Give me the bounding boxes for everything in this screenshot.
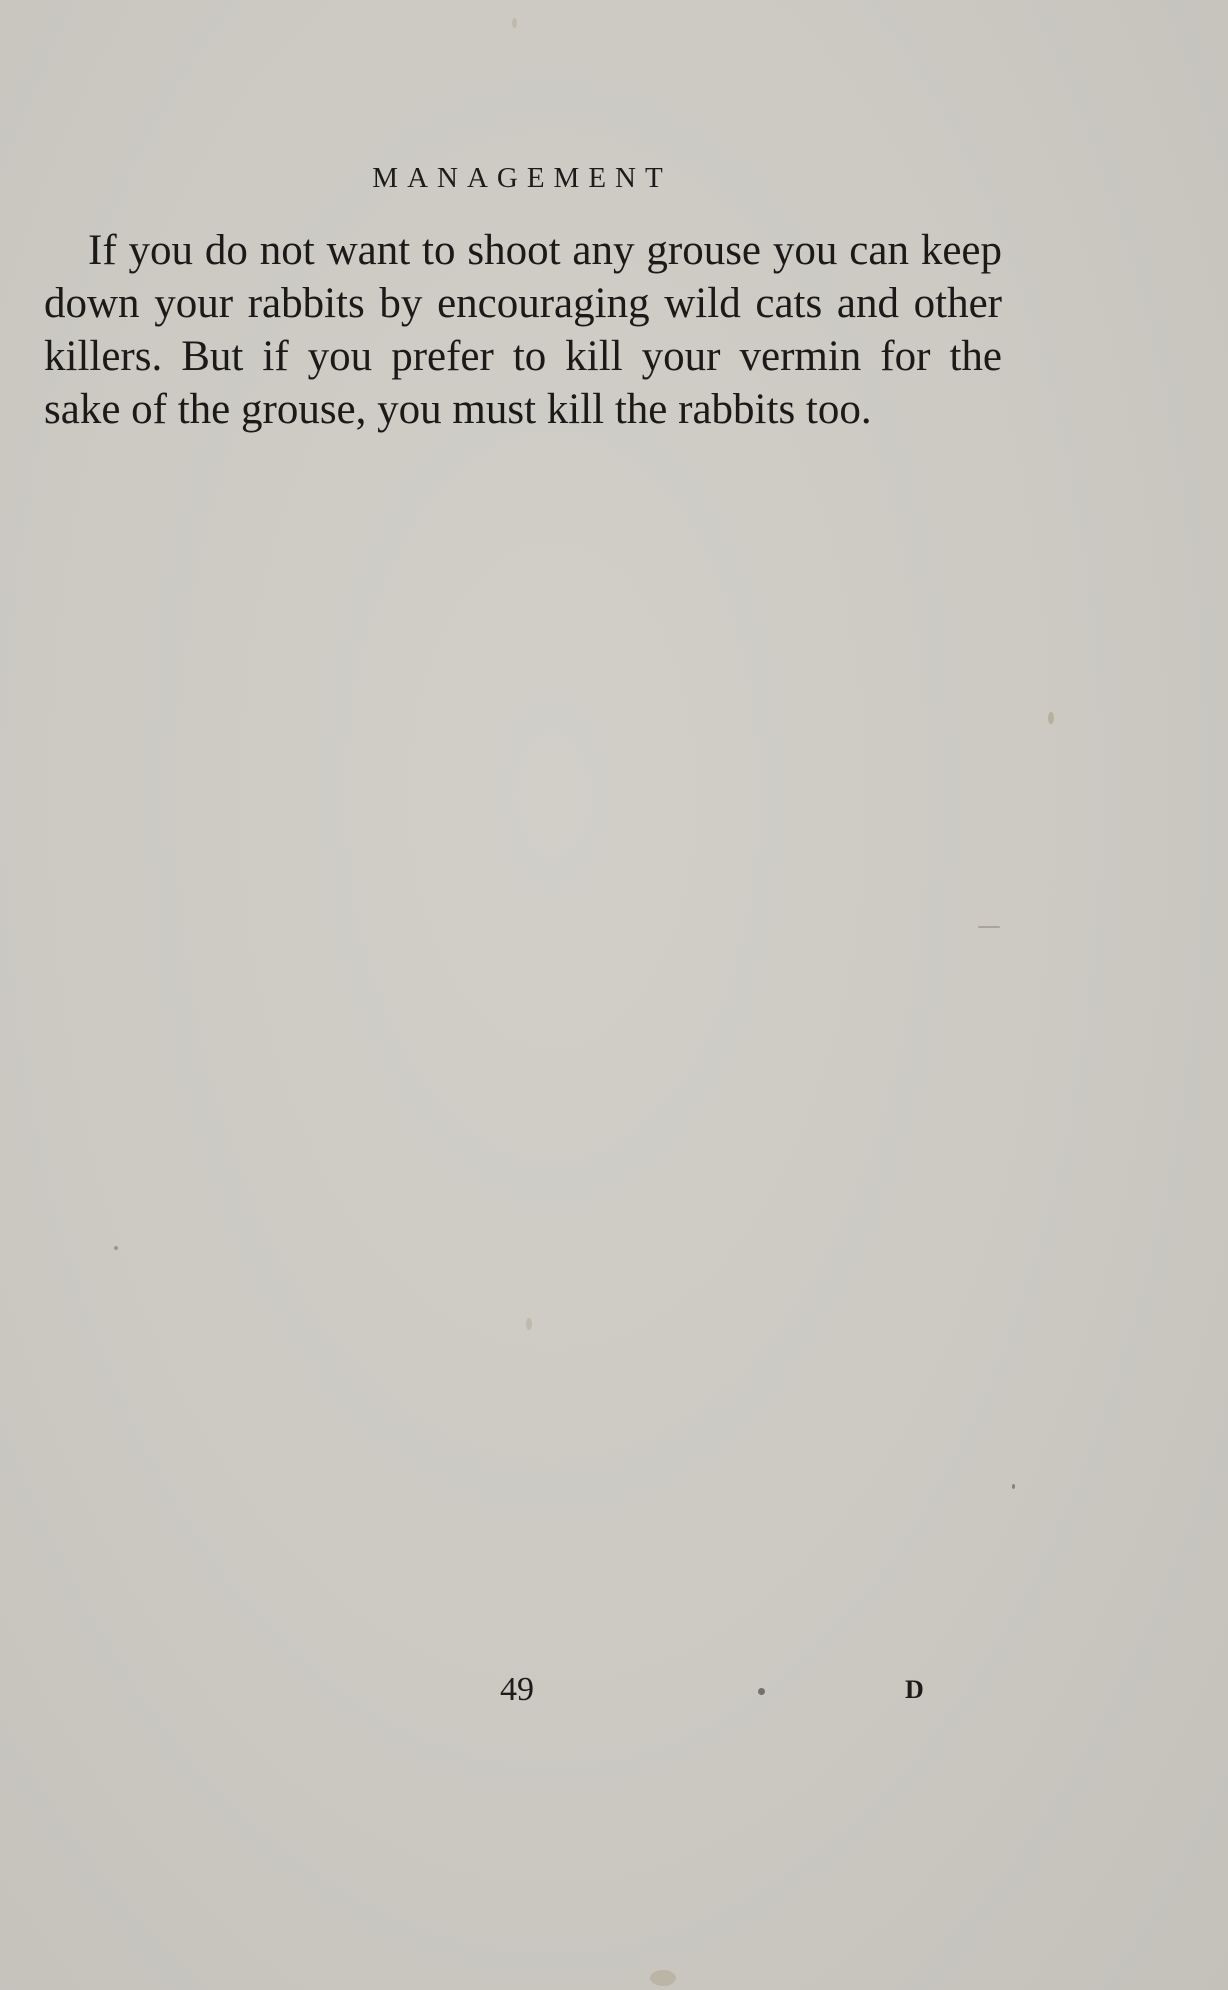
- running-head: MANAGEMENT: [372, 162, 672, 194]
- paper-speck: [1012, 1484, 1015, 1489]
- signature-mark: D: [905, 1675, 924, 1704]
- body-paragraph: If you do not want to shoot any grouse you can keep down your rabbits by encouraging wild cats and other killers. But if you prefer to kill your vermin for the sake of the grouse, you must kill the rabbits too.: [44, 227, 1002, 433]
- paper-speck: [1048, 712, 1054, 724]
- paper-speck: [512, 18, 517, 28]
- paper-speck: [758, 1688, 765, 1695]
- paper-speck: [650, 1970, 676, 1986]
- page-number: 49: [500, 1671, 534, 1708]
- paper-speck: [526, 1318, 532, 1330]
- paper-speck: [978, 926, 1000, 928]
- paper-speck: [114, 1246, 118, 1250]
